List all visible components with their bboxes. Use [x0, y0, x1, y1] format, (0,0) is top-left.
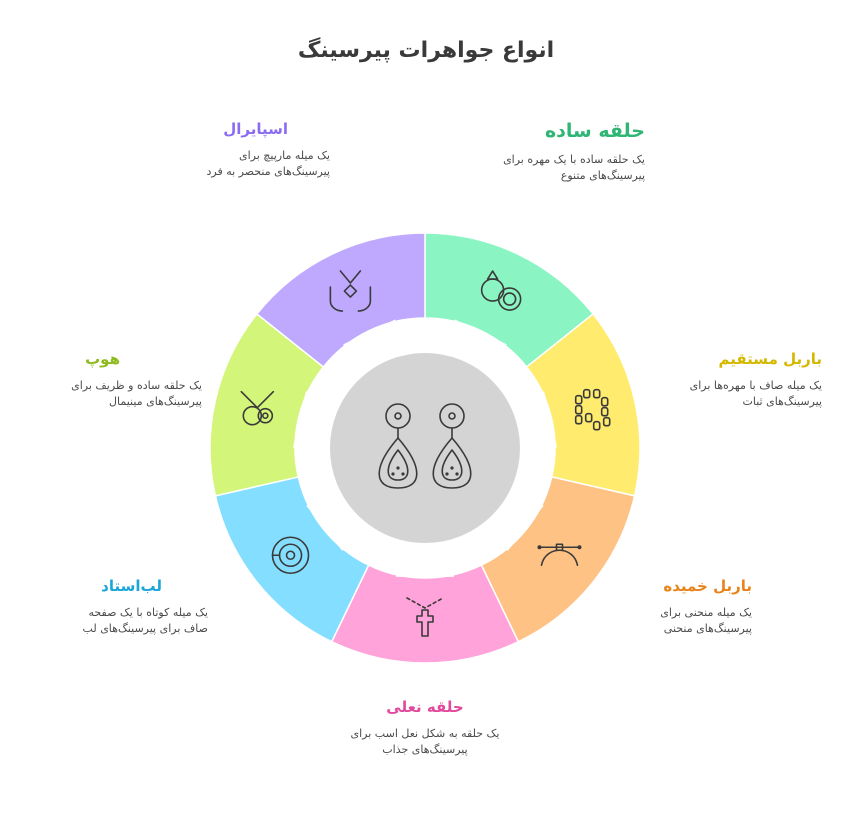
simple-ring-desc-2: پیرسینگ‌های متنوع: [560, 169, 645, 182]
label-spiral: [130, 120, 330, 180]
straight-barbell-desc-1: یک میله صاف با مهره‌ها برای: [689, 379, 822, 392]
label-labret: [40, 577, 208, 637]
label-simple-ring: [405, 120, 645, 184]
straight-barbell-desc-2: پیرسینگ‌های ثبات: [742, 395, 822, 408]
hoop-desc-2: پیرسینگ‌های مینیمال: [109, 395, 202, 408]
curved-barbell-title: باربل خمیده: [663, 577, 752, 595]
diagram-title: انواع جواهرات پیرسینگ: [297, 38, 555, 63]
labret-desc-1: یک میله کوتاه با یک صفحه: [88, 606, 208, 619]
labret-desc-2: صاف برای پیرسینگ‌های لب: [82, 622, 208, 635]
labret-title: لب‌استاد: [101, 577, 162, 595]
straight-barbell-title: باربل مستقیم: [718, 350, 822, 368]
label-curved-barbell: [572, 577, 752, 637]
label-horseshoe-ring: [300, 698, 550, 758]
center-disc: [329, 352, 521, 544]
ring-tab: [396, 544, 454, 577]
spiral-desc-1: یک میله مارپیچ برای: [239, 149, 330, 162]
horseshoe-ring-desc-1: یک حلقه به شکل نعل اسب برای: [350, 727, 500, 740]
spiral-title: اسپایرال: [223, 120, 288, 138]
simple-ring-title: حلقه ساده: [544, 120, 645, 142]
simple-ring-desc-1: یک حلقه ساده با یک مهره برای: [503, 153, 645, 166]
label-straight-barbell: [622, 350, 822, 410]
spiral-desc-2: پیرسینگ‌های منحصر به فرد: [206, 165, 330, 178]
label-hoop: [22, 350, 202, 410]
curved-barbell-desc-1: یک میله منحنی برای: [660, 606, 752, 619]
curved-barbell-desc-2: پیرسینگ‌های منحنی: [663, 622, 752, 635]
horseshoe-ring-desc-2: پیرسینگ‌های جذاب: [382, 743, 468, 756]
hoop-title: هوپ: [85, 350, 120, 368]
hoop-desc-1: یک حلقه ساده و ظریف برای: [71, 379, 202, 392]
horseshoe-ring-title: حلقه نعلی: [386, 698, 464, 716]
